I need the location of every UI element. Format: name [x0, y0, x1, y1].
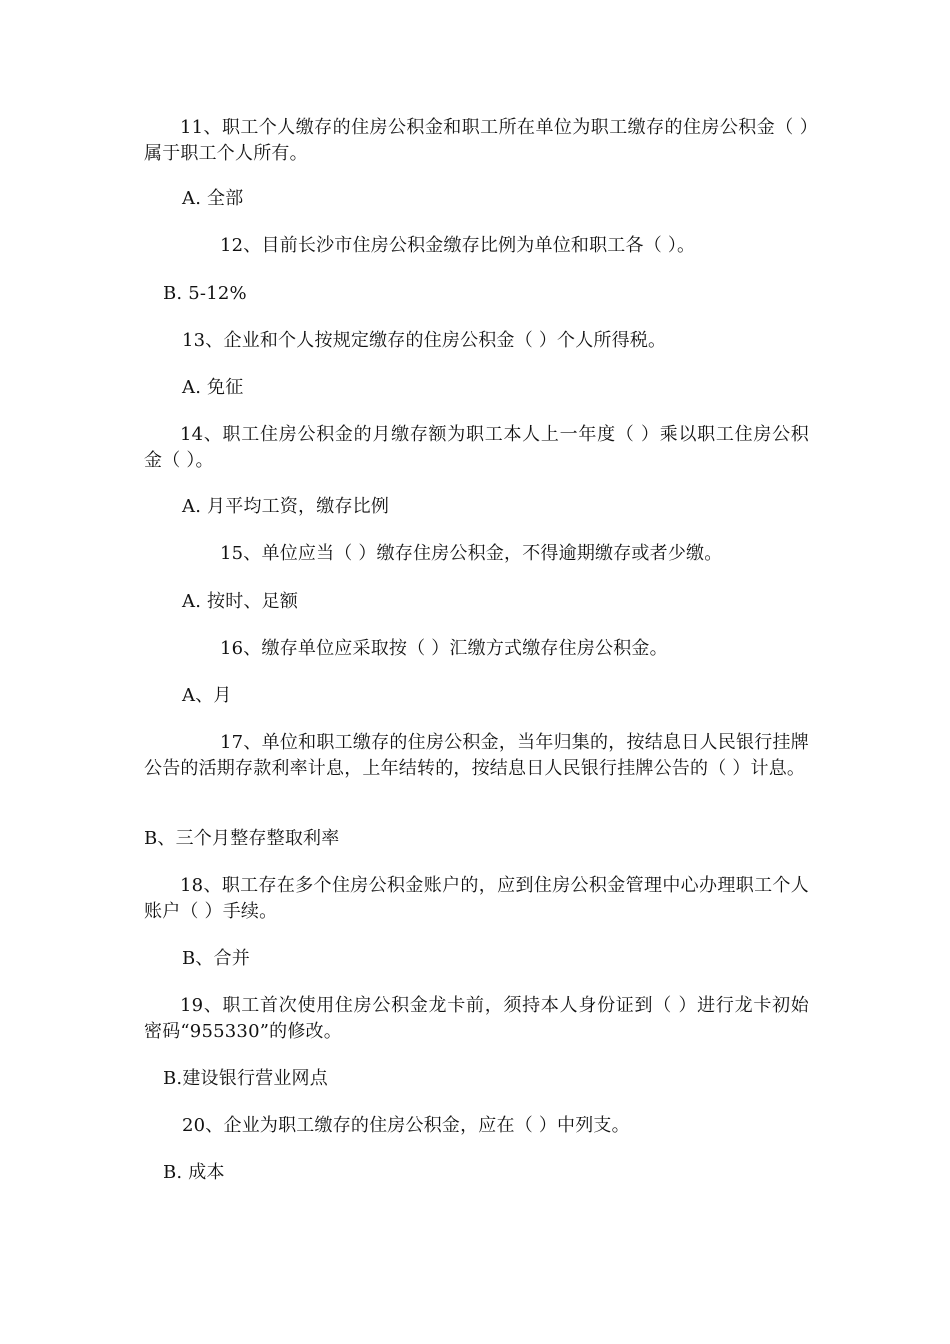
question-19: 19、职工首次使用住房公积金龙卡前，须持本人身份证到（ ）进行龙卡初始密码“955330”的修改。: [144, 995, 809, 1042]
answer-20: B. 成本: [163, 1162, 225, 1183]
question-11: 11、职工个人缴存的住房公积金和职工所在单位为职工缴存的住房公积金（ ）属于职工个人所有。: [144, 117, 809, 164]
question-15: 15、单位应当（ ）缴存住房公积金，不得逾期缴存或者少缴。: [220, 543, 723, 564]
answer-19: B.建设银行营业网点: [163, 1068, 328, 1089]
question-20: 20、企业为职工缴存的住房公积金，应在（ ）中列支。: [182, 1115, 630, 1136]
answer-11: A. 全部: [182, 188, 244, 209]
answer-13: A. 免征: [182, 377, 244, 398]
question-13: 13、企业和个人按规定缴存的住房公积金（ ）个人所得税。: [182, 330, 667, 351]
answer-18: B、合并: [182, 948, 251, 969]
answer-14: A. 月平均工资，缴存比例: [182, 496, 390, 517]
question-17: 17、单位和职工缴存的住房公积金，当年归集的，按结息日人民银行挂牌公告的活期存款利率计息，上年结转的，按结息日人民银行挂牌公告的（ ）计息。: [144, 732, 809, 779]
answer-17: B、三个月整存整取利率: [144, 828, 340, 849]
question-12: 12、目前长沙市住房公积金缴存比例为单位和职工各（ ）。: [220, 235, 696, 256]
question-14: 14、职工住房公积金的月缴存额为职工本人上一年度（ ）乘以职工住房公积金（ ）。: [144, 424, 809, 471]
answer-15: A. 按时、足额: [182, 591, 299, 612]
question-18: 18、职工存在多个住房公积金账户的，应到住房公积金管理中心办理职工个人账户（ ）手续。: [144, 875, 809, 922]
question-16: 16、缴存单位应采取按（ ）汇缴方式缴存住房公积金。: [220, 638, 668, 659]
answer-16: A、月: [182, 685, 232, 706]
answer-12: B. 5-12%: [163, 283, 247, 304]
